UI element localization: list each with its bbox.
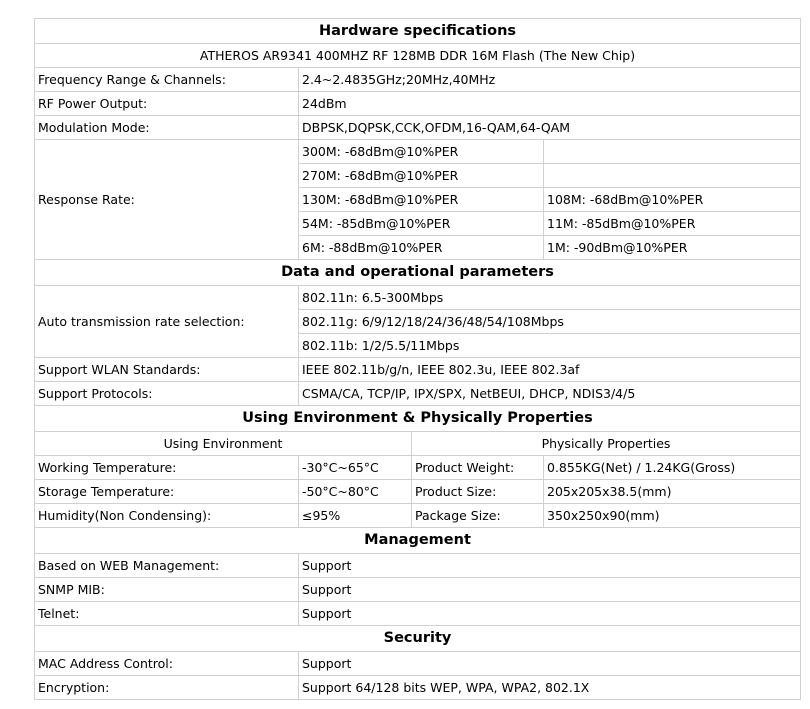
response-rate-value: 300M: -68dBm@10%PER — [299, 140, 544, 164]
management-value: Support — [299, 602, 801, 626]
security-value: Support — [299, 652, 801, 676]
env-label: Humidity(Non Condensing): — [35, 504, 299, 528]
response-rate-value: 1M: -90dBm@10%PER — [544, 236, 801, 260]
response-rate-value: 108M: -68dBm@10%PER — [544, 188, 801, 212]
response-rate-value: 54M: -85dBm@10%PER — [299, 212, 544, 236]
spec-table — [34, 18, 801, 700]
modulation-value: DBPSK,DQPSK,CCK,OFDM,16-QAM,64-QAM — [299, 116, 801, 140]
response-rate-value: 270M: -68dBm@10%PER — [299, 164, 544, 188]
security-section-title: Security — [35, 626, 801, 652]
physical-value: 0.855KG(Net) / 1.24KG(Gross) — [544, 456, 801, 480]
security-label: Encryption: — [35, 676, 299, 700]
security-label: MAC Address Control: — [35, 652, 299, 676]
response-rate-value: 11M: -85dBm@10%PER — [544, 212, 801, 236]
physical-value: 350x250x90(mm) — [544, 504, 801, 528]
protocols-value: CSMA/CA, TCP/IP, IPX/SPX, NetBEUI, DHCP, NDIS3/4/5 — [299, 382, 801, 406]
physical-label: Package Size: — [412, 504, 544, 528]
env-value: ≤95% — [299, 504, 412, 528]
data-ops-section-title: Data and operational parameters — [35, 260, 801, 286]
hardware-section-title: Hardware specifications — [35, 19, 801, 44]
auto-rate-label: Auto transmission rate selection: — [35, 286, 299, 358]
response-rate-label: Response Rate: — [35, 140, 299, 260]
protocols-label: Support Protocols: — [35, 382, 299, 406]
physical-properties-header: Physically Properties — [412, 432, 801, 456]
security-value: Support 64/128 bits WEP, WPA, WPA2, 802.1X — [299, 676, 801, 700]
modulation-label: Modulation Mode: — [35, 116, 299, 140]
env-label: Storage Temperature: — [35, 480, 299, 504]
auto-rate-value: 802.11b: 1/2/5.5/11Mbps — [299, 334, 801, 358]
management-value: Support — [299, 578, 801, 602]
management-label: Based on WEB Management: — [35, 554, 299, 578]
physical-label: Product Size: — [412, 480, 544, 504]
wlan-standards-label: Support WLAN Standards: — [35, 358, 299, 382]
rf-power-value: 24dBm — [299, 92, 801, 116]
rf-power-label: RF Power Output: — [35, 92, 299, 116]
response-rate-value — [544, 140, 801, 164]
auto-rate-value: 802.11g: 6/9/12/18/24/36/48/54/108Mbps — [299, 310, 801, 334]
management-label: SNMP MIB: — [35, 578, 299, 602]
auto-rate-value: 802.11n: 6.5-300Mbps — [299, 286, 801, 310]
environment-section-title: Using Environment & Physically Properties — [35, 406, 801, 432]
using-environment-header: Using Environment — [35, 432, 412, 456]
env-value: -30°C~65°C — [299, 456, 412, 480]
management-label: Telnet: — [35, 602, 299, 626]
chip-description: ATHEROS AR9341 400MHZ RF 128MB DDR 16M Flash (The New Chip) — [35, 44, 801, 68]
env-value: -50°C~80°C — [299, 480, 412, 504]
response-rate-value — [544, 164, 801, 188]
env-label: Working Temperature: — [35, 456, 299, 480]
response-rate-value: 130M: -68dBm@10%PER — [299, 188, 544, 212]
frequency-value: 2.4~2.4835GHz;20MHz,40MHz — [299, 68, 801, 92]
management-section-title: Management — [35, 528, 801, 554]
response-rate-value: 6M: -88dBm@10%PER — [299, 236, 544, 260]
management-value: Support — [299, 554, 801, 578]
physical-label: Product Weight: — [412, 456, 544, 480]
wlan-standards-value: IEEE 802.11b/g/n, IEEE 802.3u, IEEE 802.3af — [299, 358, 801, 382]
physical-value: 205x205x38.5(mm) — [544, 480, 801, 504]
frequency-label: Frequency Range & Channels: — [35, 68, 299, 92]
